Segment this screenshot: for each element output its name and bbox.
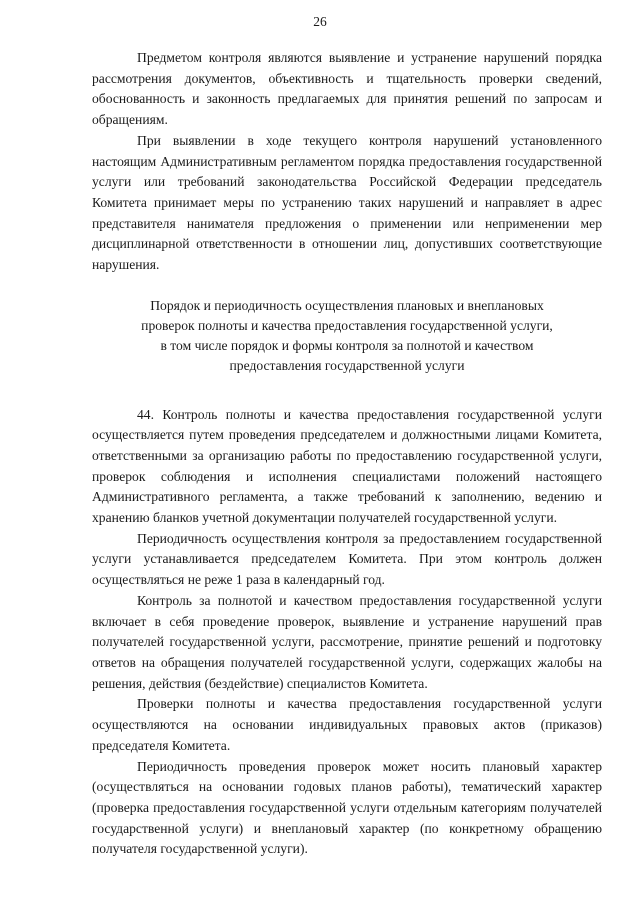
- paragraph-periodicity: Периодичность осуществления контроля за предоставлением государственной услуги устанавливается председателем Комитета. При этом контроль должен осуществляться не реже 1 раза в календарный год.: [92, 530, 602, 588]
- heading-line: предоставления государственной услуги: [229, 358, 465, 374]
- section-heading: [92, 296, 602, 377]
- heading-line: в том числе порядок и формы контроля за полнотой и качеством: [160, 338, 534, 354]
- paragraph-control-scope: Контроль за полнотой и качеством предоставления государственной услуги включает в себя проведение проверок, выявление и устранение нарушений прав получателей государственной услуги, рассмотрение, принятие решений и подготовку ответов на обращения получателей государственной услуги, содержащих жалобы на решения, действия (бездействие) специалистов Комитета.: [92, 592, 602, 691]
- paragraph-violations: При выявлении в ходе текущего контроля нарушений установленного настоящим Административным регламентом порядка предоставления государственной услуги или требований законодательства Российской Федерации председатель Комитета принимает меры по устранению таких нарушений и направляет в адрес представителя нанимателя предложения о применении или неприменении мер дисциплинарной ответственности в отношении лиц, допустивших соответствующие нарушения.: [92, 132, 602, 273]
- paragraph-inspections-basis: Проверки полноты и качества предоставления государственной услуги осуществляются на основании индивидуальных правовых актов (приказов) председателя Комитета.: [92, 696, 602, 753]
- heading-line: проверок полноты и качества предоставления государственной услуги,: [141, 317, 553, 333]
- heading-line: Порядок и периодичность осуществления плановых и внеплановых: [150, 297, 544, 313]
- paragraph-inspection-types: Периодичность проведения проверок может носить плановый характер (осуществляться на основании годовых планов работы), тематический характер (проверка предоставления государственной услуги отдельным категориям получателей государственной услуги) и внеплановый характер (по конкретному обращению получателя государственной услуги).: [92, 758, 602, 857]
- page-number: 26: [313, 14, 327, 29]
- document-body: [92, 48, 602, 860]
- paragraph-control-subject: Предметом контроля являются выявление и устранение нарушений порядка рассмотрения документов, объективность и тщательность проверки сведений, обоснованность и законность предлагаемых для принятия решений по запросам и обращениям.: [92, 50, 602, 128]
- paragraph-item-44: 44. Контроль полноты и качества предоставления государственной услуги осуществляется путем проведения председателем и должностными лицами Комитета, ответственными за организацию работы по предоставлению государственной услуги, проверок соблюдения и исполнения специалистами положений настоящего Административного регламента, а также требований к заполнению, ведению и хранению бланков учетной документации получателей государственной услуги.: [92, 406, 602, 526]
